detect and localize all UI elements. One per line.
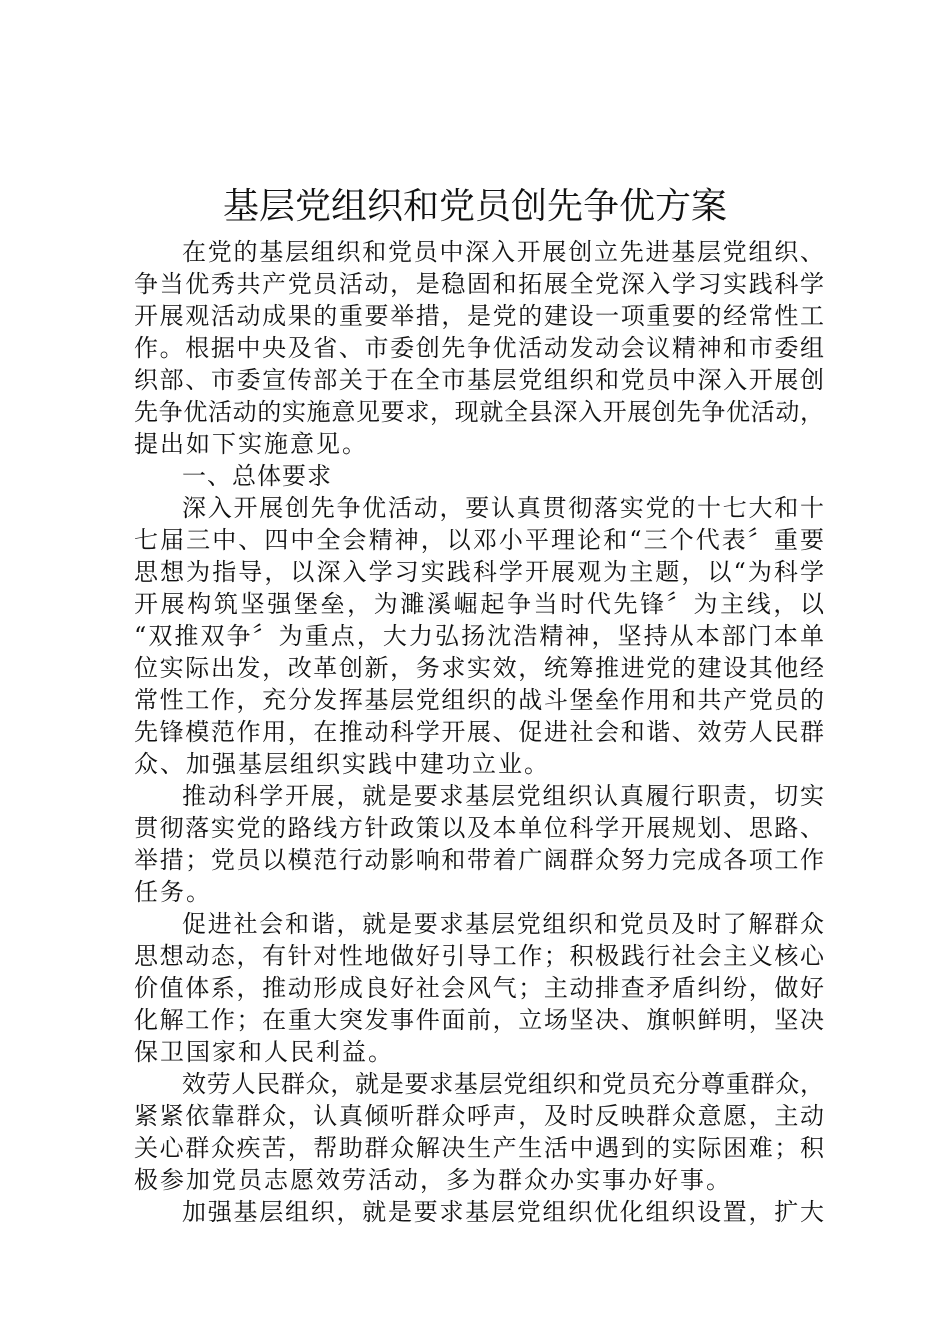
paragraph-3-line-3: 思想为指导，以深入学习实践科学开展观为主题，以“为科学	[134, 558, 824, 586]
paragraph-5-line-4: 化解工作；在重大突发事件面前，立场坚决、旗帜鲜明，坚决	[134, 1006, 824, 1034]
paragraph-7-line-1: 加强基层组织，就是要求基层党组织优化组织设置，扩大	[182, 1198, 824, 1226]
paragraph-5-line-1: 促进社会和谐，就是要求基层党组织和党员及时了解群众	[182, 910, 824, 938]
paragraph-3-line-5: “双推双争〞为重点，大力弘扬沈浩精神，坚持从本部门本单	[134, 622, 824, 650]
paragraph-4-line-3: 举措；党员以模范行动影响和带着广阔群众努力完成各项工作	[134, 846, 824, 874]
paragraph-4-line-1: 推动科学开展，就是要求基层党组织认真履行职责，切实	[182, 782, 824, 810]
paragraph-3-line-9: 众、加强基层组织实践中建功立业。	[134, 750, 550, 778]
paragraph-5-line-5: 保卫国家和人民利益。	[134, 1038, 394, 1066]
paragraph-3-line-4: 开展构筑坚强堡垒，为濉溪崛起争当时代先锋〞为主线，以	[134, 590, 824, 618]
paragraph-6-line-1: 效劳人民群众，就是要求基层党组织和党员充分尊重群众，	[182, 1070, 824, 1098]
paragraph-1-line-6: 先争优活动的实施意见要求，现就全县深入开展创先争优活动，	[134, 398, 824, 426]
paragraph-1-line-7: 提出如下实施意见。	[134, 430, 368, 458]
paragraph-3-line-1: 深入开展创先争优活动，要认真贯彻落实党的十七大和十	[182, 494, 824, 522]
paragraph-6-line-2: 紧紧依靠群众，认真倾听群众呼声，及时反映群众意愿，主动	[134, 1102, 824, 1130]
paragraph-5-line-3: 价值体系，推动形成良好社会风气；主动排查矛盾纠纷，做好	[134, 974, 824, 1002]
paragraph-1-line-4: 作。根据中央及省、市委创先争优活动发动会议精神和市委组	[134, 334, 824, 362]
paragraph-6-line-4: 极参加党员志愿效劳活动，多为群众办实事办好事。	[134, 1166, 732, 1194]
section-heading-overall-requirements: 一、总体要求	[182, 462, 332, 490]
paragraph-3-line-8: 先锋模范作用，在推动科学开展、促进社会和谐、效劳人民群	[134, 718, 824, 746]
paragraph-3-line-6: 位实际出发，改革创新，务求实效，统筹推进党的建设其他经	[134, 654, 824, 682]
paragraph-1-line-5: 织部、市委宣传部关于在全市基层党组织和党员中深入开展创	[134, 366, 824, 394]
paragraph-1-line-2: 争当优秀共产党员活动，是稳固和拓展全党深入学习实践科学	[134, 270, 824, 298]
paragraph-3-line-2: 七届三中、四中全会精神，以邓小平理论和“三个代表〞重要	[134, 526, 824, 554]
paragraph-3-line-7: 常性工作，充分发挥基层党组织的战斗堡垒作用和共产党员的	[134, 686, 824, 714]
paragraph-4-line-2: 贯彻落实党的路线方针政策以及本单位科学开展规划、思路、	[134, 814, 824, 842]
paragraph-6-line-3: 关心群众疾苦，帮助群众解决生产生活中遇到的实际困难；积	[134, 1134, 824, 1162]
paragraph-5-line-2: 思想动态，有针对性地做好引导工作；积极践行社会主义核心	[134, 942, 824, 970]
paragraph-4-line-4: 任务。	[134, 878, 212, 906]
document-body	[134, 236, 824, 1228]
document-title: 基层党组织和党员创先争优方案	[222, 186, 727, 227]
paragraph-1-line-3: 开展观活动成果的重要举措，是党的建设一项重要的经常性工	[134, 302, 824, 330]
paragraph-1-line-1: 在党的基层组织和党员中深入开展创立先进基层党组织、	[182, 238, 824, 266]
